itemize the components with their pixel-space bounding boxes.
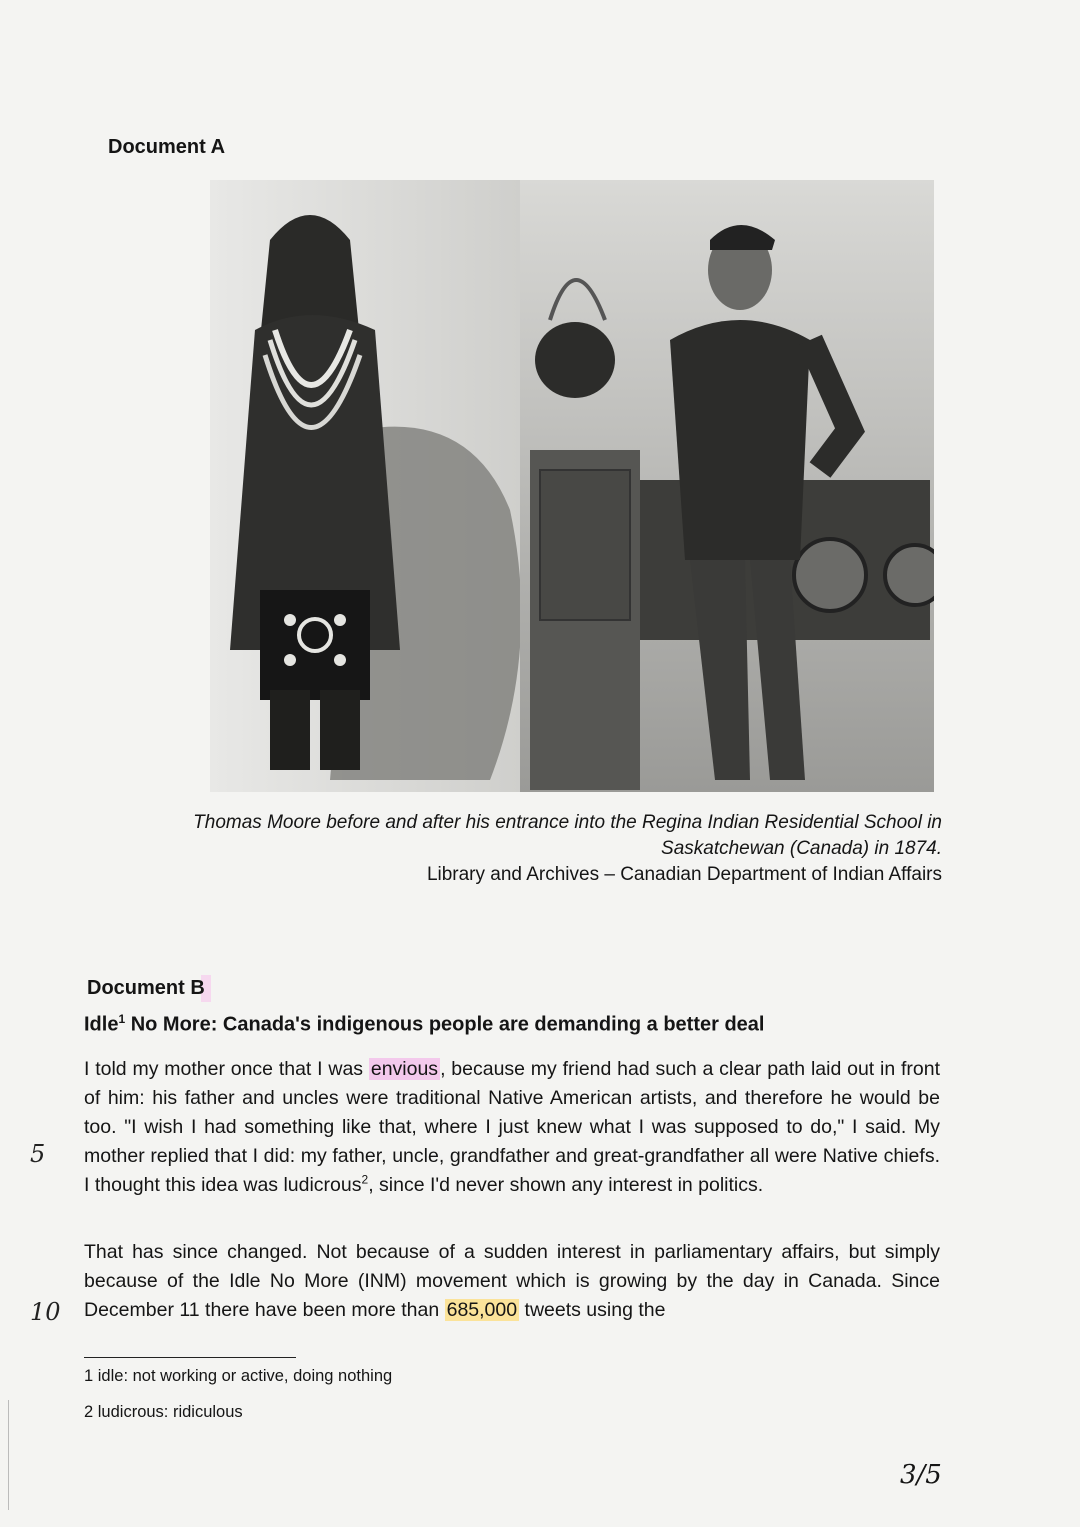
caption-source: Library and Archives – Canadian Department of Indian Affairs [426, 864, 942, 885]
highlight-tweet-count: 685,000 [446, 1299, 518, 1321]
highlight-envious: envious [370, 1058, 439, 1080]
caption-line-1: Thomas Moore before and after his entrance into the Regina Indian Residential School in [193, 812, 942, 833]
p2-text-b: tweets using the [519, 1299, 666, 1321]
paragraph-1 [84, 1055, 940, 1200]
line-number-5: 5 [30, 1140, 46, 1168]
footnote-ref-2: 2 [361, 1172, 369, 1187]
title-rest: No More: Canada's indigenous people are demanding a better deal [125, 1013, 765, 1036]
caption-line-2: Saskatchewan (Canada) in 1874. [661, 838, 942, 859]
article-title [84, 1012, 764, 1037]
line-number-10: 10 [30, 1298, 61, 1326]
historical-photo [210, 180, 934, 792]
footnote-2: 2 ludicrous: ridiculous [84, 1403, 243, 1421]
footnote-ref-1: 1 [118, 1012, 126, 1026]
paragraph-2 [84, 1238, 940, 1325]
p1-text-a: I told my mother once that I was [84, 1058, 369, 1080]
p2-text-a: That has since changed. Not because of a sudden interest in parliamentary affairs, but simply because of the Idle No More (INM) movement which is growing by the day in Canada. Since December 11 there have been more than [84, 1241, 940, 1321]
footnote-1: 1 idle: not working or active, doing nothing [84, 1367, 393, 1385]
photo-illustration [210, 180, 934, 792]
p1-text-c: , since I'd never shown any interest in politics. [368, 1174, 764, 1196]
page-edge-line [8, 1400, 9, 1510]
page-number: 3/5 [900, 1460, 942, 1490]
photo-caption [100, 810, 942, 888]
p1-text-b: , because my friend had such a clear path laid out in front of him: his father and uncles were traditional Native American artists, and therefore he would be too. "I wish I had something like that, where I just knew what I was supposed to do," I said. My mother replied that I did: my father, uncle, grandfather and great-grandfather all were Native chiefs. I thought this idea was ludicrous [84, 1058, 941, 1196]
document-a-heading: Document A [108, 136, 226, 158]
footnote-divider [84, 1357, 296, 1358]
document-b-heading: Document B [84, 975, 211, 1002]
title-word: Idle [84, 1013, 119, 1036]
